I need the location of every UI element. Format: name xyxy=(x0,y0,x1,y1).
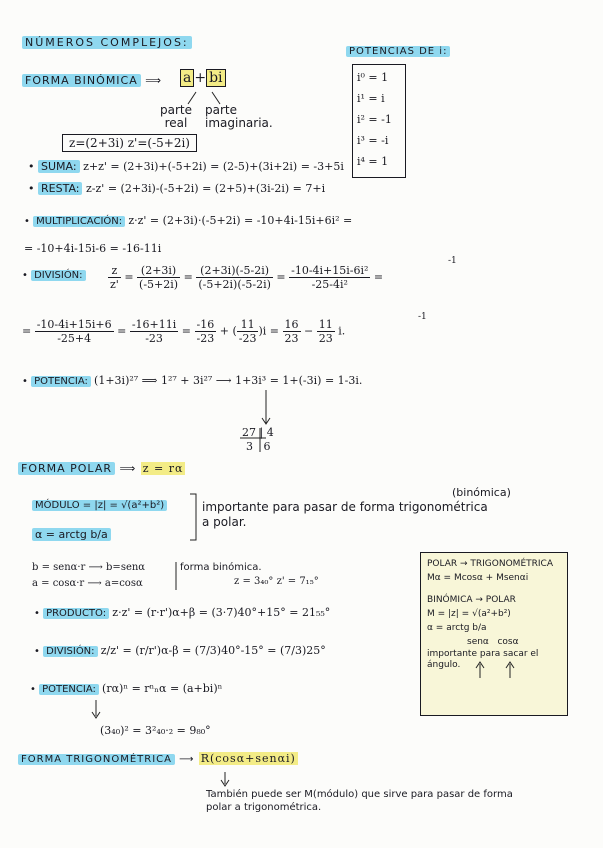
box-line-1: POLAR → TRIGONOMÉTRICA xyxy=(427,559,553,569)
b-line: b = senα·r ⟶ b=senα xyxy=(32,562,146,573)
potencia-row: • POTENCIA: (1+3i)²⁷ ⟹ 1²⁷ + 3i²⁷ ⟶ 1+3i³ = 1+(-3i) = 1-3i. xyxy=(22,374,363,387)
a-line: a = cosα·r ⟶ a=cosα xyxy=(32,578,143,589)
polar-note: importante para pasar de forma trigonométrica a polar. xyxy=(202,500,488,529)
div-line-1: $\frac{z}{z'}$ = $\frac{(2+3i)}{(-5+2i)}$ = $\frac{(2+3i)(-5-2i)}{(-5+2i)(-5-2i)}$ = $\frac{\text{-10-4i+15i-6i²}}{\text{-25-4i²}}$ = xyxy=(110,264,384,291)
binomial-form: a + bi xyxy=(180,70,226,86)
power-1: i¹ = i xyxy=(357,92,385,105)
power-2: i² = -1 xyxy=(357,113,392,126)
pot-division: 27 | 4 xyxy=(242,426,274,439)
trig-label: FORMA TRIGONOMÉTRICA ⟶ R(cosα+senαi) xyxy=(18,752,298,765)
box-line-5: α = arctg b/a xyxy=(427,623,487,633)
power-4: i⁴ = 1 xyxy=(357,155,389,168)
minus-one: -1 xyxy=(448,256,457,266)
trig-note: También puede ser M(módulo) que sirve para pasar de forma polar a trigonométrica. xyxy=(206,789,513,813)
power-3: i³ = -i xyxy=(357,134,389,147)
sena-cosa: senα cosα xyxy=(467,637,519,647)
div-label: • DIVISIÓN: xyxy=(22,270,86,281)
polar-label: FORMA POLAR ⟹ z = rα xyxy=(18,462,185,475)
example-box: z=(2+3i) z'=(-5+2i) xyxy=(62,134,197,152)
binomial-label: FORMA BINÓMICA ⟹ xyxy=(22,74,162,87)
forma-binomica-note: forma binómica. xyxy=(180,562,262,573)
minus-one-b: -1 xyxy=(418,312,427,322)
arrow-real xyxy=(188,92,196,104)
mult-row: • MULTIPLICACIÓN: z·z' = (2+3i)·(-5+2i) = -10+4i-15i+6i² = xyxy=(24,214,353,227)
arrow-potencia xyxy=(92,700,100,718)
z-values: z = 3₄₀° z' = 7₁₅° xyxy=(234,576,319,587)
arrow-cosa xyxy=(506,662,514,678)
potencia-example: (3₄₀)² = 3²₄₀·₂ = 9₈₀° xyxy=(100,724,211,737)
imag-part: bi xyxy=(206,69,225,87)
arrow-trig xyxy=(221,772,229,786)
real-label: parte real xyxy=(160,103,192,130)
power-0: i⁰ = 1 xyxy=(357,71,389,84)
box-line-6: importante para sacar el ángulo. xyxy=(427,649,539,670)
box-line-4: M = |z| = √(a²+b²) xyxy=(427,609,511,619)
modulo-row: MÓDULO = |z| = √(a²+b²) xyxy=(32,500,167,511)
arrow-imag xyxy=(212,92,220,104)
producto-row: • PRODUCTO: z·z' = (r·r')α+β = (3·7)40°+15° = 21₅₅° xyxy=(34,606,331,619)
potencia-polar-row: • POTENCIA: (rα)ⁿ = rⁿₙα = (a+bi)ⁿ xyxy=(30,682,223,695)
real-part: a xyxy=(180,69,194,87)
page-title: NÚMEROS COMPLEJOS: xyxy=(22,36,192,49)
imag-label: parte imaginaria. xyxy=(205,103,273,130)
brace-polar xyxy=(190,494,196,540)
arrow-sena xyxy=(476,662,484,678)
division-bracket xyxy=(240,428,266,452)
division-polar-row: • DIVISIÓN: z/z' = (r/r')α-β = (7/3)40°-15° = (7/3)25° xyxy=(34,644,326,657)
pot-division-2: 3 6 xyxy=(246,440,271,453)
div-line-2: = $\frac{-10-4i+15i+6}{-25+4}$ = $\frac{-16+11i}{-23}$ = $\frac{-16}{-23}$ + ( $\frac{11}{-23}$ )i = $\frac{16}{23}$ − $\frac{11}{23}$ i. xyxy=(22,318,346,345)
box-line-2: Mα = Mcosα + Msenαi xyxy=(427,573,529,583)
alpha-row: α = arctg b/a xyxy=(32,528,111,541)
resta-row: • RESTA: z-z' = (2+3i)-(-5+2i) = (2+5)+(3i-2i) = 7+i xyxy=(28,182,326,195)
powers-title: POTENCIAS DE i: xyxy=(346,46,450,57)
suma-row: • SUMA: z+z' = (2+3i)+(-5+2i) = (2-5)+(3i+2i) = -3+5i xyxy=(28,160,344,173)
binomica-note: (binómica) xyxy=(452,486,511,499)
mult-row-2: = -10+4i-15i-6 = -16-11i xyxy=(24,242,162,255)
box-line-3: BINÓMICA → POLAR xyxy=(427,595,516,605)
